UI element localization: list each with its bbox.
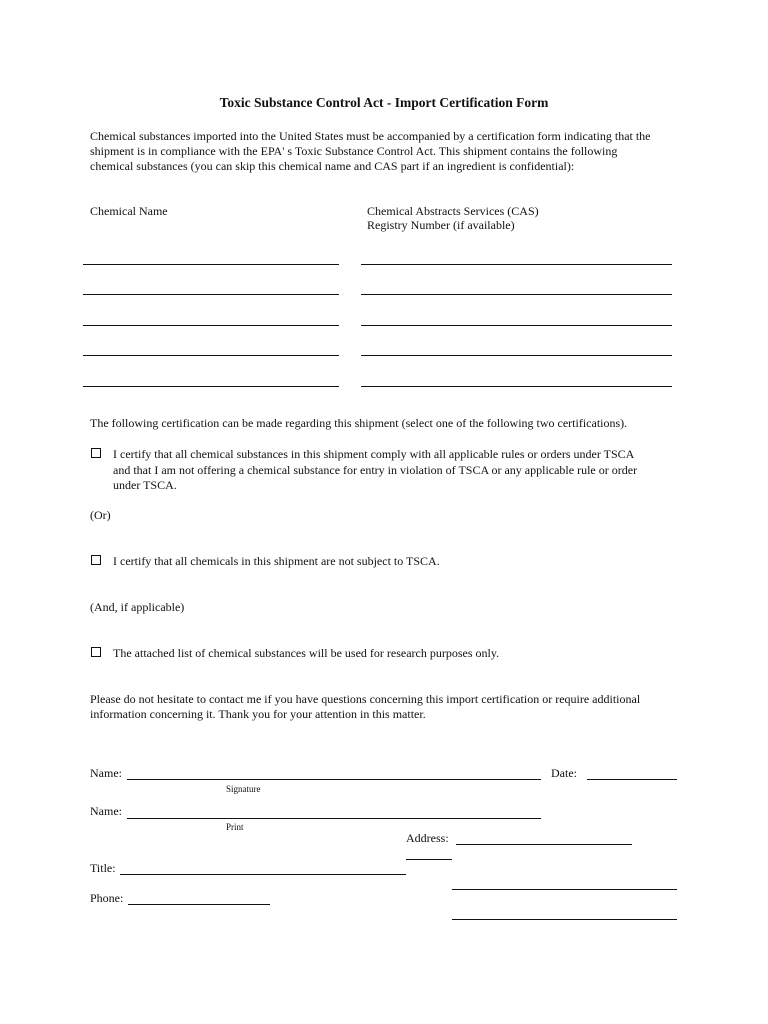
cert-comply-checkbox[interactable]	[91, 448, 101, 458]
cert-comply-line-2: and that I am not offering a chemical substance for entry in violation of TSCA or any applicable rule or order	[113, 463, 638, 477]
cas-number-line-1[interactable]	[361, 264, 672, 265]
cas-number-line-5[interactable]	[361, 386, 672, 387]
cert-research-text: The attached list of chemical substances will be used for research purposes only.	[113, 646, 500, 660]
address-line-2[interactable]	[406, 859, 452, 860]
chemical-name-header: Chemical Name	[90, 204, 168, 218]
intro-line-2: shipment is in compliance with the EPA' s Toxic Substance Control Act. This shipment contains the following	[90, 144, 618, 158]
certification-intro: The following certification can be made regarding this shipment (select one of the following two certifications).	[90, 416, 628, 430]
intro-line-1: Chemical substances imported into the United States must be accompanied by a certification form indicating that the	[90, 129, 651, 143]
cert-comply-line-1: I certify that all chemical substances in this shipment comply with all applicable rules or orders under TSCA	[113, 447, 635, 461]
chemical-name-line-1[interactable]	[83, 264, 339, 265]
chemical-name-line-3[interactable]	[83, 325, 339, 326]
contact-line-1: Please do not hesitate to contact me if you have questions concerning this import certification or require additional	[90, 692, 641, 706]
cert-research-checkbox[interactable]	[91, 647, 101, 657]
name-print-label: Name:	[90, 804, 122, 818]
phone-label: Phone:	[90, 891, 124, 905]
and-if-applicable-label: (And, if applicable)	[90, 600, 185, 614]
print-caption: Print	[226, 822, 244, 832]
or-label: (Or)	[90, 508, 111, 522]
cas-number-line-2[interactable]	[361, 294, 672, 295]
address-line-3[interactable]	[452, 889, 677, 890]
form-title: Toxic Substance Control Act - Import Certification Form	[219, 95, 549, 110]
date-line[interactable]	[587, 779, 677, 780]
cert-comply-line-3: under TSCA.	[113, 478, 177, 492]
cas-number-line-4[interactable]	[361, 355, 672, 356]
address-line-1[interactable]	[456, 844, 632, 845]
signature-line[interactable]	[127, 779, 541, 780]
cas-header-line-2: Registry Number (if available)	[367, 218, 515, 232]
contact-line-2: information concerning it. Thank you for your attention in this matter.	[90, 707, 426, 721]
cert-not-subject-text: I certify that all chemicals in this shipment are not subject to TSCA.	[113, 554, 440, 568]
cert-not-subject-checkbox[interactable]	[91, 555, 101, 565]
date-label: Date:	[551, 766, 577, 780]
address-label: Address:	[406, 831, 449, 845]
chemical-name-line-4[interactable]	[83, 355, 339, 356]
cas-number-line-3[interactable]	[361, 325, 672, 326]
title-label: Title:	[90, 861, 116, 875]
title-line[interactable]	[120, 874, 406, 875]
cas-header-line-1: Chemical Abstracts Services (CAS)	[367, 204, 539, 218]
chemical-name-line-2[interactable]	[83, 294, 339, 295]
name-signature-label: Name:	[90, 766, 122, 780]
address-line-4[interactable]	[452, 919, 677, 920]
intro-line-3: chemical substances (you can skip this chemical name and CAS part if an ingredient is confidential):	[90, 159, 575, 173]
phone-line[interactable]	[128, 904, 270, 905]
chemical-name-line-5[interactable]	[83, 386, 339, 387]
print-name-line[interactable]	[127, 818, 541, 819]
signature-caption: Signature	[226, 784, 261, 794]
